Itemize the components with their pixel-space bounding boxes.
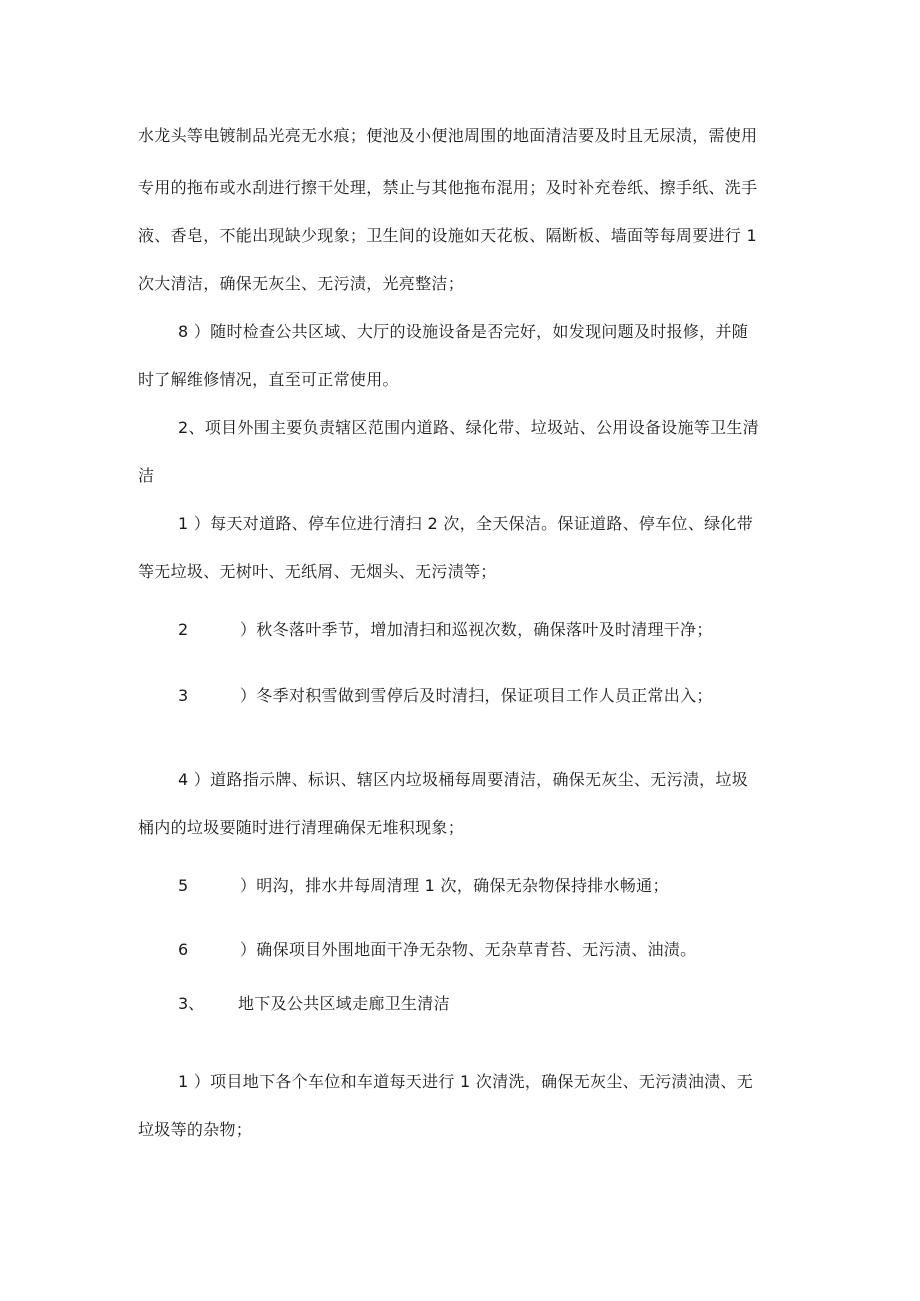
paragraph-line: 次大清洁，确保无灰尘、无污渍，光亮整洁；	[138, 274, 465, 293]
list-item-8-line: 8 ）随时检查公共区域、大厅的设施设备是否完好，如发现问题及时报修，并随	[178, 322, 749, 341]
list-item-number: 3	[178, 686, 189, 705]
list-item-text: ）确保项目外围地面干净无杂物、无杂草青苔、无污渍、油渍。	[240, 940, 697, 959]
section-2-heading: 2、项目外围主要负责辖区范围内道路、绿化带、垃圾站、公用设备设施等卫生清	[178, 418, 759, 437]
list-item-text: ）冬季对积雪做到雪停后及时清扫，保证项目工作人员正常出入；	[240, 686, 713, 705]
list-item-line: 1 ）每天对道路、停车位进行清扫 2 次，全天保洁。保证道路、停车位、绿化带	[178, 514, 754, 533]
list-item-8-line: 时了解维修情况，直至可正常使用。	[138, 370, 399, 389]
list-item-line: 垃圾等的杂物；	[138, 1120, 253, 1139]
paragraph-line: 专用的拖布或水刮进行擦干处理，禁止与其他拖布混用；及时补充卷纸、擦手纸、洗手	[138, 178, 758, 197]
section-3-number: 3、	[178, 994, 205, 1013]
list-item-line: 桶内的垃圾要随时进行清理确保无堆积现象；	[138, 818, 465, 837]
section-3-heading: 地下及公共区域走廊卫生清洁	[238, 994, 450, 1013]
list-item-text: ）明沟，排水井每周清理 1 次，确保无杂物保持排水畅通；	[240, 876, 669, 895]
paragraph-line: 水龙头等电镀制品光亮无水痕；便池及小便池周围的地面清洁要及时且无尿渍，需使用	[138, 126, 758, 145]
section-2-heading: 洁	[138, 466, 155, 485]
list-item-number: 5	[178, 876, 189, 895]
list-item-number: 2	[178, 620, 189, 639]
list-item-line: 等无垃圾、无树叶、无纸屑、无烟头、无污渍等；	[138, 562, 497, 581]
list-item-text: ）秋冬落叶季节，增加清扫和巡视次数，确保落叶及时清理干净；	[240, 620, 713, 639]
list-item-line: 1 ）项目地下各个车位和车道每天进行 1 次清洗，确保无灰尘、无污渍油渍、无	[178, 1072, 754, 1091]
list-item-line: 4 ）道路指示牌、标识、辖区内垃圾桶每周要清洁，确保无灰尘、无污渍，垃圾	[178, 770, 749, 789]
paragraph-line: 液、香皂，不能出现缺少现象；卫生间的设施如天花板、隔断板、墙面等每周要进行 1	[138, 226, 757, 245]
list-item-number: 6	[178, 940, 189, 959]
